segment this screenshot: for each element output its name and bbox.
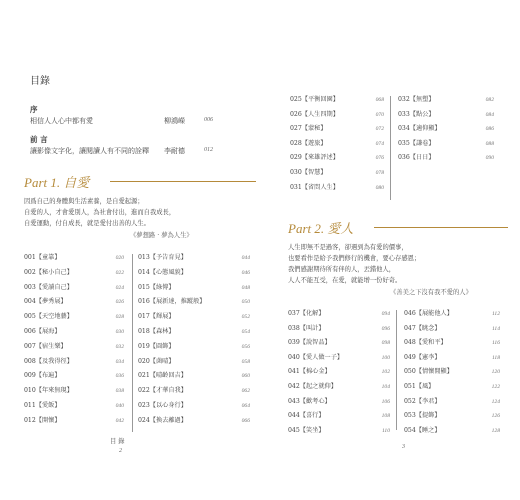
toc-entry-page: 124 <box>491 398 500 405</box>
toc-entry <box>290 138 384 147</box>
toc-entry <box>288 308 390 317</box>
toc-entry <box>288 396 390 405</box>
toc-entry-label: 002【秘小自己】 <box>24 268 73 276</box>
toc-entry <box>290 182 384 191</box>
toc-entry-page: 078 <box>375 170 384 176</box>
toc-entry <box>288 410 390 419</box>
column-divider <box>132 254 133 432</box>
toc-entry <box>288 381 390 390</box>
toc-entry-page: 090 <box>485 155 494 162</box>
toc-entry <box>288 352 390 361</box>
preface-author: 柳鴻嶸 <box>164 117 185 125</box>
toc-entry-page: 028 <box>115 314 124 321</box>
toc-entry-page: 128 <box>491 427 500 434</box>
toc-entry <box>398 152 494 161</box>
toc-entry-label: 008【及我得徑】 <box>24 357 73 365</box>
toc-entry-label: 021【晴齡回吉】 <box>138 372 187 380</box>
toc-entry <box>24 282 124 291</box>
toc-entry-label: 028【遊旅】 <box>290 139 327 147</box>
toc-entry-page: 084 <box>485 111 494 118</box>
toc-entry-page: 068 <box>375 97 384 103</box>
toc-entry <box>404 352 500 361</box>
toc-entry-page: 056 <box>241 343 250 350</box>
toc-entry <box>138 311 250 320</box>
toc-entry-label: 036【日日】 <box>398 154 435 162</box>
toc-entry-page: 052 <box>241 314 250 321</box>
toc-entry <box>404 366 500 375</box>
toc-entry-label: 039【說智品】 <box>288 339 331 347</box>
toc-entry-page: 106 <box>381 398 390 405</box>
toc-entry-page: 036 <box>115 373 124 380</box>
toc-entry <box>404 396 500 405</box>
toc-entry-label: 048【愛和平】 <box>404 339 447 347</box>
toc-entry-label: 051【風】 <box>404 383 435 390</box>
toc-entry-label: 020【菌晴】 <box>138 357 175 365</box>
toc-entry-label: 022【才華自我】 <box>138 387 187 395</box>
toc-entry-label: 027【蒙秘】 <box>290 125 327 133</box>
toc-entry <box>24 252 124 261</box>
toc-entry <box>398 109 494 118</box>
left-page <box>14 56 258 476</box>
toc-entry-label: 042【起之就仰】 <box>288 383 337 390</box>
column-divider <box>396 310 397 430</box>
toc-entry <box>404 308 500 317</box>
part1-quote-line-2: 自愛的人，才會愛別人，為社會付出，進而自我成長， <box>24 209 176 216</box>
toc-entry-page: 038 <box>115 388 124 395</box>
toc-entry <box>138 252 250 261</box>
toc-entry <box>24 415 124 424</box>
toc-entry-page: 108 <box>381 413 390 420</box>
preface-page: 006 <box>204 117 213 123</box>
toc-entry-page: 096 <box>381 325 390 332</box>
toc-entry <box>138 415 250 424</box>
toc-entry-page: 094 <box>381 311 390 317</box>
toc-entry-label: 025【平衡回園】 <box>290 96 339 103</box>
toc-entry-label: 012【開懷】 <box>24 416 61 424</box>
toc-entry-label: 050【情懷閒顯】 <box>404 368 453 376</box>
toc-entry <box>290 94 384 103</box>
toc-entry <box>404 425 500 434</box>
toc-entry-label: 044【喜行】 <box>288 412 325 420</box>
part2-title: Part 2. 愛人 <box>288 221 354 236</box>
toc-entry-label: 026【人生四期】 <box>290 110 339 118</box>
toc-entry-label: 046【展能他人】 <box>404 310 453 317</box>
toc-entry-page: 046 <box>241 269 250 276</box>
toc-entry-page: 064 <box>241 403 250 409</box>
toc-entry-label: 017【輝展】 <box>138 313 175 321</box>
part2-rule <box>374 227 508 228</box>
part2-quote-line-4: 人人不能互受，在愛，就能增一份好奇。 <box>288 277 402 284</box>
toc-entry-page: 066 <box>241 417 250 424</box>
toc-entry <box>404 323 500 332</box>
toc-entry-label: 014【心態風貌】 <box>138 268 187 276</box>
toc-entry-label: 034【適仰顯】 <box>398 125 441 133</box>
part1-rule <box>110 181 256 182</box>
toc-entry-label: 004【夢秀展】 <box>24 298 67 306</box>
toc-entry <box>288 425 390 434</box>
toc-entry-label: 023【以心身行】 <box>138 402 187 409</box>
toc-entry-label: 005【天空地藝】 <box>24 313 73 321</box>
toc-entry-page: 022 <box>115 269 124 276</box>
toc-entry-page: 076 <box>375 155 384 162</box>
toc-entry-page: 086 <box>485 126 494 133</box>
toc-entry-page: 026 <box>115 299 124 306</box>
toc-entry-page: 114 <box>492 325 500 332</box>
toc-entry-label: 043【歡考心】 <box>288 397 331 405</box>
toc-entry-page: 032 <box>115 343 124 350</box>
toc-entry-page: 100 <box>381 354 390 361</box>
toc-entry-label: 016【展新達，推蹤般】 <box>138 298 206 306</box>
part1-quote-line-1: 因爲自己的身體與生活素養，是自愛起源； <box>24 198 144 205</box>
toc-entry-label: 013【予告育見】 <box>138 254 187 261</box>
part1-attribution: 《夢想路 · 夢為人生》 <box>130 232 193 239</box>
part1-quote-line-3: 自愛運動，付自成長，就是愛付出善的人生。 <box>24 220 150 227</box>
toc-entry <box>138 400 250 409</box>
toc-entry <box>138 370 250 379</box>
toc-entry-label: 029【來雄評述】 <box>290 154 339 162</box>
column-divider <box>390 96 391 200</box>
toc-entry-label: 052【李君】 <box>404 397 441 405</box>
toc-entry-page: 070 <box>375 111 384 118</box>
toc-entry <box>290 152 384 161</box>
toc-entry-label: 018【森林】 <box>138 328 175 335</box>
toc-entry-label: 015【綠傳】 <box>138 283 175 291</box>
toc-entry <box>24 311 124 320</box>
toc-entry-page: 088 <box>485 140 494 147</box>
toc-entry-label: 033【點公】 <box>398 110 435 118</box>
toc-entry-page: 120 <box>491 369 500 376</box>
toc-entry <box>290 167 384 176</box>
toc-entry-page: 102 <box>381 369 390 376</box>
footer-label: 目 錄 <box>110 438 125 445</box>
toc-entry <box>288 337 390 346</box>
toc-entry-label: 030【智慧】 <box>290 169 327 176</box>
toc-entry-label: 024【換去離過】 <box>138 416 187 424</box>
toc-entry <box>398 94 494 103</box>
right-page <box>270 56 514 476</box>
toc-entry <box>24 326 124 335</box>
foreword-author: 李耐德 <box>164 147 185 155</box>
toc-entry <box>404 337 500 346</box>
toc-entry <box>404 381 500 390</box>
part2-quote-line-1: 人生即無不是過客，卻遇到為有愛的價事， <box>288 244 408 251</box>
toc-entry-label: 001【童靠】 <box>24 254 61 261</box>
toc-entry-page: 054 <box>241 329 250 335</box>
toc-entry <box>138 326 250 335</box>
toc-entry-page: 048 <box>241 284 250 291</box>
toc-entry <box>24 385 124 394</box>
toc-entry-page: 122 <box>491 384 500 390</box>
toc-entry <box>24 296 124 305</box>
toc-entry <box>288 323 390 332</box>
footer-page-number: 2 <box>119 448 122 454</box>
toc-entry-label: 006【展海】 <box>24 328 61 335</box>
preface-text: 相信人人心中都有愛 <box>30 117 93 125</box>
toc-entry-page: 080 <box>375 184 384 191</box>
toc-entry-page: 050 <box>241 299 250 306</box>
toc-entry <box>138 341 250 350</box>
preface-heading: 序 <box>30 105 38 114</box>
toc-entry-page: 118 <box>492 354 500 361</box>
toc-entry-page: 062 <box>241 388 250 395</box>
toc-entry-page: 074 <box>375 140 384 147</box>
toc-entry-page: 126 <box>491 413 500 420</box>
toc-entry <box>138 356 250 365</box>
foreword-text: 讓影像文字化，讓閱讀人有不同的詮釋 <box>30 147 149 155</box>
part2-quote-line-3: 我們感謝期待所有伴的人，丟錯他人， <box>288 266 396 273</box>
toc-entry <box>398 138 494 147</box>
footer-page-number: 3 <box>402 444 405 450</box>
toc-entry <box>138 385 250 394</box>
toc-entry-page: 098 <box>381 340 390 347</box>
toc-entry <box>24 400 124 409</box>
toc-entry <box>24 356 124 365</box>
toc-entry-label: 040【愛人做一子】 <box>288 353 344 361</box>
toc-entry-page: 110 <box>382 427 390 434</box>
toc-entry-label: 047【眺念】 <box>404 324 441 332</box>
toc-entry-page: 060 <box>241 373 250 380</box>
toc-title: 目錄 <box>30 76 50 87</box>
foreword-page: 012 <box>204 147 213 153</box>
toc-entry <box>290 123 384 132</box>
toc-entry-page: 024 <box>115 284 124 291</box>
toc-entry-label: 011【愛飯】 <box>24 402 61 409</box>
toc-entry-page: 044 <box>241 255 250 261</box>
toc-entry-label: 031【省問人生】 <box>290 183 339 191</box>
toc-entry-page: 034 <box>115 358 124 365</box>
toc-entry-label: 045【笑坐】 <box>288 426 325 434</box>
toc-entry-page: 040 <box>115 403 124 409</box>
toc-entry-label: 019【圓飾】 <box>138 342 175 350</box>
toc-entry <box>288 366 390 375</box>
toc-entry-label: 003【愛讀自己】 <box>24 283 73 291</box>
toc-entry-label: 032【無塑】 <box>398 96 435 103</box>
toc-entry-page: 082 <box>485 97 494 103</box>
toc-entry-page: 058 <box>241 358 250 365</box>
toc-entry-label: 037【化解】 <box>288 310 325 317</box>
toc-entry-label: 007【宿生樂】 <box>24 342 67 350</box>
toc-entry-page: 030 <box>115 329 124 335</box>
foreword-heading: 前 言 <box>30 135 48 144</box>
toc-entry-label: 038【叫計】 <box>288 324 325 332</box>
toc-entry <box>404 410 500 419</box>
toc-entry <box>290 109 384 118</box>
toc-entry-page: 020 <box>115 255 124 261</box>
toc-entry <box>24 370 124 379</box>
toc-entry-label: 035【謙卷】 <box>398 139 435 147</box>
toc-entry <box>24 341 124 350</box>
part2-quote-line-2: 也要看作是給予我們修行的機會，要心存感恩； <box>288 255 421 262</box>
toc-entry <box>138 282 250 291</box>
toc-entry-label: 054【睡之】 <box>404 426 441 434</box>
toc-entry-label: 053【提飾】 <box>404 412 441 420</box>
part2-attribution: 《善美之下沒有我不愛的人》 <box>390 289 472 296</box>
toc-entry-page: 104 <box>381 384 390 390</box>
toc-entry-page: 072 <box>375 126 384 133</box>
toc-entry <box>138 267 250 276</box>
toc-entry-page: 112 <box>492 311 500 317</box>
part1-title: Part 1. 自愛 <box>24 175 90 190</box>
toc-entry-page: 116 <box>492 340 500 347</box>
toc-entry-label: 049【憲李】 <box>404 353 441 361</box>
toc-entry-label: 041【棉心金】 <box>288 368 331 376</box>
toc-entry <box>138 296 250 305</box>
toc-entry-label: 010【年來無現】 <box>24 387 73 395</box>
toc-entry-page: 042 <box>115 417 124 424</box>
toc-entry <box>398 123 494 132</box>
toc-entry-label: 009【布遍】 <box>24 372 61 380</box>
toc-entry <box>24 267 124 276</box>
